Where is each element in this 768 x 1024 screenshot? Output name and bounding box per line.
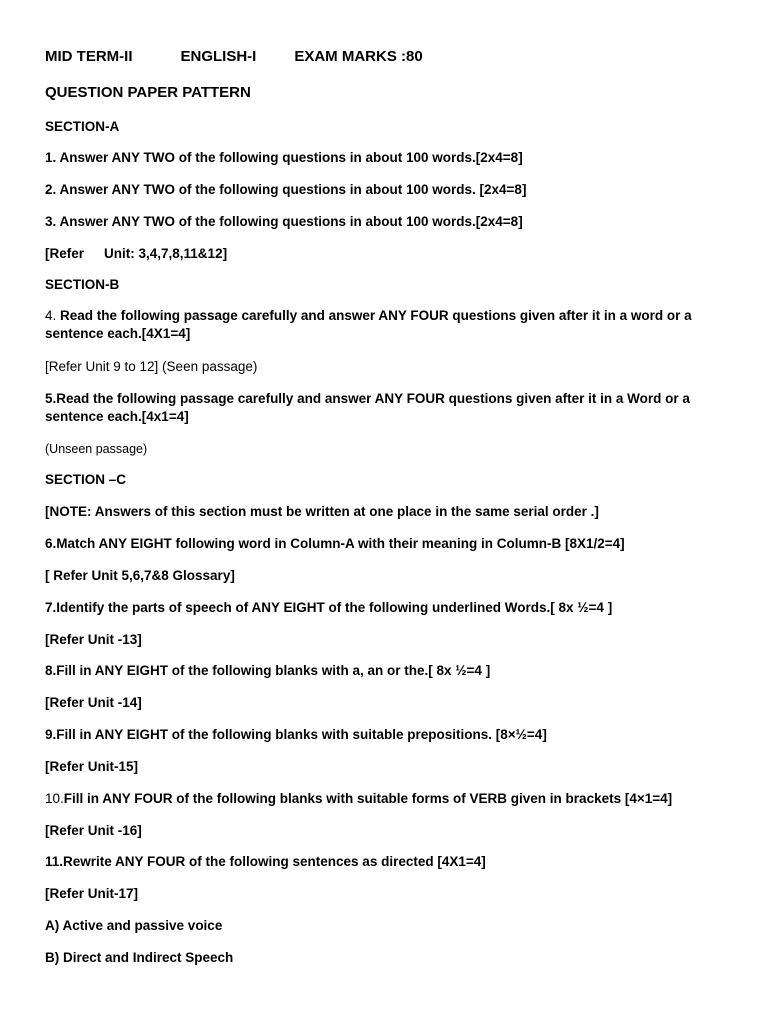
question-8: 8.Fill in ANY EIGHT of the following blanks with a, an or the.[ 8x ½=4 ] <box>45 663 491 678</box>
header-line <box>45 48 735 66</box>
question-6-refer: [ Refer Unit 5,6,7&8 Glossary] <box>45 568 235 583</box>
section-a-refer <box>45 245 735 263</box>
option-b: B) Direct and Indirect Speech <box>45 950 234 965</box>
option-a: A) Active and passive voice <box>45 918 223 933</box>
question-8-refer: [Refer Unit -14] <box>45 695 142 710</box>
question-5: 5.Read the following passage carefully and answer ANY FOUR questions given after it in a Word or a sentence each.[4x1=4] <box>45 391 690 424</box>
section-a-heading: SECTION-A <box>45 119 120 134</box>
term-label: MID TERM-II <box>45 48 133 65</box>
section-c-note: [NOTE: Answers of this section must be written at one place in the same serial order .] <box>45 504 599 519</box>
question-7-refer: [Refer Unit -13] <box>45 632 142 647</box>
question-4-refer: [Refer Unit 9 to 12] (Seen passage) <box>45 359 258 374</box>
subject-label: ENGLISH-I <box>180 48 257 65</box>
question-10-text: Fill in ANY FOUR of the following blanks with suitable forms of VERB given in brackets [4×1=4] <box>63 791 673 806</box>
question-4-text: Read the following passage carefully and answer ANY FOUR questions given after it in a word or a sentence each.[4X1=4] <box>45 308 692 341</box>
question-10-number: 10. <box>45 791 64 806</box>
question-4 <box>45 307 735 343</box>
page-title: QUESTION PAPER PATTERN <box>45 84 251 101</box>
question-3: 3. Answer ANY TWO of the following questions in about 100 words.[2x4=8] <box>45 214 523 229</box>
question-9: 9.Fill in ANY EIGHT of the following blanks with suitable prepositions. [8×½=4] <box>45 727 547 742</box>
question-11-refer: [Refer Unit-17] <box>45 886 139 901</box>
question-11: 11.Rewrite ANY FOUR of the following sentences as directed [4X1=4] <box>45 854 486 869</box>
question-10 <box>45 790 735 808</box>
question-10-refer: [Refer Unit -16] <box>45 823 142 838</box>
question-9-refer: [Refer Unit-15] <box>45 759 139 774</box>
question-1: 1. Answer ANY TWO of the following questions in about 100 words.[2x4=8] <box>45 150 523 165</box>
question-5-note: (Unseen passage) <box>45 442 148 456</box>
marks-label: EXAM MARKS :80 <box>294 48 423 65</box>
section-c-heading: SECTION –C <box>45 472 127 487</box>
question-4-number: 4. <box>45 308 57 323</box>
section-b-heading: SECTION-B <box>45 277 120 292</box>
refer-units: Unit: 3,4,7,8,11&12] <box>104 246 228 261</box>
refer-prefix: [Refer <box>45 246 85 261</box>
question-2: 2. Answer ANY TWO of the following questions in about 100 words. [2x4=8] <box>45 182 527 197</box>
question-6: 6.Match ANY EIGHT following word in Column-A with their meaning in Column-B [8X1/2=4] <box>45 536 625 551</box>
question-7: 7.Identify the parts of speech of ANY EIGHT of the following underlined Words.[ 8x ½=4 ] <box>45 600 613 615</box>
